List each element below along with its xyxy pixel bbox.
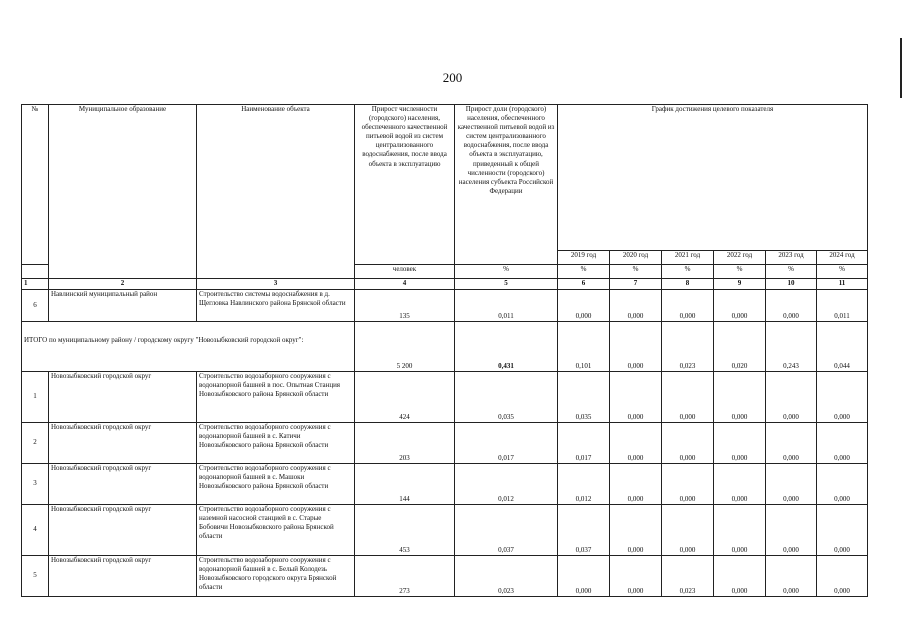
- row-value: 0,000: [766, 464, 817, 505]
- row-value: 0,023: [662, 556, 714, 597]
- target-indicator-table: [21, 104, 868, 597]
- row-number: 3: [22, 464, 49, 505]
- row-value: 0,000: [610, 556, 662, 597]
- row-value: 0,000: [714, 556, 766, 597]
- row-value: 0,017: [455, 423, 558, 464]
- row-number: 5: [22, 556, 49, 597]
- row-value: 0,000: [558, 290, 610, 322]
- col-number: 5: [455, 279, 558, 290]
- row-object: Строительство водозаборного сооружения с наземной насосной станцией в с. Старые Бобовичи Новозыбковского района Брянской области: [197, 505, 355, 556]
- row-value: 0,023: [455, 556, 558, 597]
- col-number: 3: [197, 279, 355, 290]
- table-row: [22, 505, 868, 556]
- header-unit-empty: [22, 265, 49, 279]
- row-value: 0,000: [610, 423, 662, 464]
- header-year: 2020 год: [610, 251, 662, 265]
- header-municipality: Муниципальное образование: [49, 105, 197, 279]
- header-pop-growth: Прирост численности (городского) населения, обеспеченного качественной питьевой водой из систем централизованного водоснабжения, после ввода объекта в эксплуатацию: [355, 105, 455, 265]
- header-unit: %: [610, 265, 662, 279]
- header-unit: человек: [355, 265, 455, 279]
- row-value: 0,012: [558, 464, 610, 505]
- row-value: 0,000: [766, 556, 817, 597]
- total-value: 0,101: [558, 322, 610, 372]
- row-municipality: Навлинский муниципальный район: [49, 290, 197, 322]
- row-value: 0,000: [610, 505, 662, 556]
- row-value: 0,037: [455, 505, 558, 556]
- row-value: 0,000: [817, 556, 868, 597]
- total-value: 0,431: [455, 322, 558, 372]
- row-value: 0,000: [817, 423, 868, 464]
- total-value: 5 200: [355, 322, 455, 372]
- header-no: №: [22, 105, 49, 265]
- row-object: Строительство системы водоснабжения в д. Щегловка Навлинского района Брянской области: [197, 290, 355, 322]
- row-value: 0,000: [558, 556, 610, 597]
- row-number: 4: [22, 505, 49, 556]
- row-object: Строительство водозаборного сооружения с водонапорной башней в с. Белый Колодезь Новозыбковского городского округа Брянской области: [197, 556, 355, 597]
- row-value: 135: [355, 290, 455, 322]
- row-value: 0,000: [714, 464, 766, 505]
- header-row-col-numbers: [22, 279, 868, 290]
- header-unit: %: [714, 265, 766, 279]
- table-row: [22, 464, 868, 505]
- header-row-titles: [22, 105, 868, 251]
- row-number: 1: [22, 372, 49, 423]
- total-value: 0,023: [662, 322, 714, 372]
- row-value: 0,012: [455, 464, 558, 505]
- row-number: 6: [22, 290, 49, 322]
- row-value: 0,035: [455, 372, 558, 423]
- total-value: 0,044: [817, 322, 868, 372]
- header-year: 2022 год: [714, 251, 766, 265]
- header-year: 2019 год: [558, 251, 610, 265]
- row-value: 0,000: [610, 372, 662, 423]
- col-number: 6: [558, 279, 610, 290]
- row-value: 0,000: [817, 464, 868, 505]
- table-row: [22, 423, 868, 464]
- header-year: 2024 год: [817, 251, 868, 265]
- row-municipality: Новозыбковский городской округ: [49, 505, 197, 556]
- row-value: 0,000: [766, 423, 817, 464]
- row-municipality: Новозыбковский городской округ: [49, 556, 197, 597]
- row-value: 0,037: [558, 505, 610, 556]
- header-share-growth: Прирост доли (городского) населения, обеспеченного качественной питьевой водой из систем централизованного водоснабжения, после ввода объекта в эксплуатацию, приведенный к общей численности (городского) населения субъекта Российской Федерации: [455, 105, 558, 265]
- col-number: 8: [662, 279, 714, 290]
- col-number: 10: [766, 279, 817, 290]
- col-number: 11: [817, 279, 868, 290]
- row-number: 2: [22, 423, 49, 464]
- header-schedule: График достижения целевого показателя: [558, 105, 868, 251]
- row-value: 0,000: [714, 290, 766, 322]
- header-year: 2023 год: [766, 251, 817, 265]
- row-municipality: Новозыбковский городской округ: [49, 464, 197, 505]
- header-object-name: Наименование объекта: [197, 105, 355, 279]
- row-value: 0,000: [662, 372, 714, 423]
- row-value: 0,000: [662, 505, 714, 556]
- row-value: 0,017: [558, 423, 610, 464]
- total-row: [22, 322, 868, 372]
- header-unit: %: [662, 265, 714, 279]
- row-municipality: Новозыбковский городской округ: [49, 423, 197, 464]
- scan-edge-mark: [900, 38, 902, 98]
- row-value: 0,000: [766, 505, 817, 556]
- col-number: 7: [610, 279, 662, 290]
- header-unit: %: [455, 265, 558, 279]
- row-value: 0,000: [817, 372, 868, 423]
- row-value: 0,000: [766, 372, 817, 423]
- col-number: 9: [714, 279, 766, 290]
- col-number: 2: [49, 279, 197, 290]
- row-object: Строительство водозаборного сооружения с водонапорной башней в пос. Опытная Станция Новозыбковского района Брянской области: [197, 372, 355, 423]
- row-value: 273: [355, 556, 455, 597]
- row-value: 203: [355, 423, 455, 464]
- row-value: 0,000: [610, 290, 662, 322]
- page-number: 200: [442, 70, 463, 85]
- header-year: 2021 год: [662, 251, 714, 265]
- row-object: Строительство водозаборного сооружения с водонапорной башней в с. Машоки Новозыбковского района Брянской области: [197, 464, 355, 505]
- table-row: [22, 556, 868, 597]
- row-value: 0,011: [817, 290, 868, 322]
- row-municipality: Новозыбковский городской округ: [49, 372, 197, 423]
- row-value: 0,000: [662, 423, 714, 464]
- table-row: [22, 290, 868, 322]
- col-number: 1: [22, 279, 49, 290]
- total-value: 0,000: [610, 322, 662, 372]
- row-value: 453: [355, 505, 455, 556]
- header-unit: %: [558, 265, 610, 279]
- row-value: 0,000: [766, 290, 817, 322]
- total-value: 0,020: [714, 322, 766, 372]
- row-object: Строительство водозаборного сооружения с водонапорной башней в с. Катичи Новозыбковского района Брянской области: [197, 423, 355, 464]
- row-value: 0,000: [610, 464, 662, 505]
- col-number: 4: [355, 279, 455, 290]
- header-unit: %: [766, 265, 817, 279]
- total-label: ИТОГО по муниципальному району / городскому округу "Новозыбковский городской округ":: [22, 322, 355, 372]
- row-value: 0,035: [558, 372, 610, 423]
- row-value: 0,000: [714, 505, 766, 556]
- header-unit: %: [817, 265, 868, 279]
- row-value: 0,000: [662, 464, 714, 505]
- row-value: 144: [355, 464, 455, 505]
- total-value: 0,243: [766, 322, 817, 372]
- row-value: 0,011: [455, 290, 558, 322]
- row-value: 0,000: [714, 372, 766, 423]
- row-value: 424: [355, 372, 455, 423]
- row-value: 0,000: [714, 423, 766, 464]
- row-value: 0,000: [662, 290, 714, 322]
- table-row: [22, 372, 868, 423]
- row-value: 0,000: [817, 505, 868, 556]
